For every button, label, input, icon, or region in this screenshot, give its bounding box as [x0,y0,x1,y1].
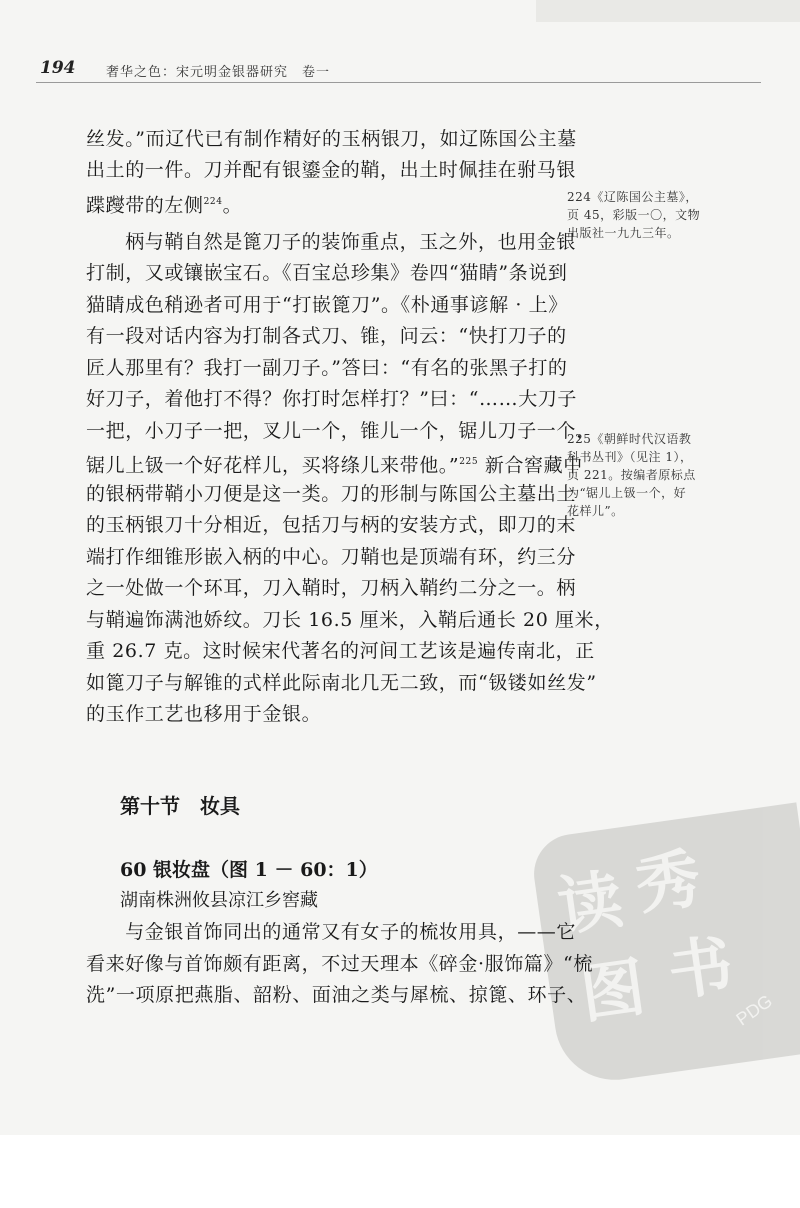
body-line: 端打作细锥形嵌入柄的中心。刀鞘也是顶端有环，约三分 [86,546,577,568]
footnote-225-line: 页 221。按编者原标点 [567,468,696,482]
footnote-ref-224[interactable]: 224 [203,197,223,207]
body-line: 与金银首饰同出的通常又有女子的梳妆用具，——它 [86,921,577,943]
header-rule [36,82,761,83]
footnote-225-line: 科书丛刊》（见注 1）， [567,450,693,464]
body-line: 一把，小刀子一把，叉儿一个，锥儿一个，锯儿刀子一个， [86,420,596,442]
body-line: 与鞘遍饰满池娇纹。刀长 16.5 厘米，入鞘后通长 20 厘米， [86,609,614,631]
body-line: 如篦刀子与解锥的式样此际南北几无二致，而“钑镂如丝发” [86,672,597,694]
body-line: 柄与鞘自然是篦刀子的装饰重点，玉之外，也用金银 [86,231,577,253]
body-line: 匠人那里有？我打一副刀子。”答曰：“有名的张黑子打的 [86,357,568,379]
item-title: 60 银妆盘（图 1 － 60：1） [120,859,378,881]
pdg-watermark: PDG [732,990,776,1030]
body-line: 重 26.7 克。这时候宋代著名的河间工艺该是遍传南北，正 [86,640,595,662]
page-number: 194 [40,58,76,78]
footnote-224-line: 224《辽陈国公主墓》， [567,190,698,204]
running-head: 奢华之色：宋元明金银器研究 卷一 [106,65,331,80]
footnote-224-line: 页 45，彩版一〇，文物 [567,208,701,222]
library-stamp-watermark: 读 秀 图 书 [529,802,800,1087]
footnote-225-line: 为“锯儿上钑一个，好 [567,486,687,500]
body-line: 猫睛成色稍逊者可用于“打嵌篦刀”。《朴通事谚解 · 上》 [86,294,568,316]
body-line: 打制，又或镶嵌宝石。《百宝总珍集》卷四“猫睛”条说到 [86,262,568,284]
body-line: 看来好像与首饰颇有距离，不过天理本《碎金·服饰篇》“梳 [86,953,593,975]
item-location: 湖南株洲攸县凉江乡窖藏 [120,890,318,911]
body-line: 的玉作工艺也移用于金银。 [86,703,322,725]
body-line: 洗”一项原把燕脂、韶粉、面油之类与犀梳、掠篦、环子、 [86,984,587,1006]
footnote-224-line: 出版社一九九三年。 [567,226,680,240]
body-line: 之一处做一个环耳，刀入鞘时，刀柄入鞘约二分之一。柄 [86,577,577,599]
body-line: 出土的一件。刀并配有银鎏金的鞘，出土时佩挂在驸马银 [86,159,577,181]
footnote-225-line: 225《朝鲜时代汉语教 [567,432,692,446]
scan-edge-shade [536,0,800,22]
body-line: 有一段对话内容为打制各式刀、锥，问云：“快打刀子的 [86,325,567,347]
body-line: 的玉柄银刀十分相近，包括刀与柄的安装方式，即刀的末 [86,514,577,536]
body-line: 好刀子，着他打不得？你打时怎样打？”曰：“……大刀子 [86,388,578,410]
section-title: 第十节 妆具 [120,794,240,818]
body-line: 蹀躞带的左侧$^{224}$。 [86,194,243,217]
body-line: 锯儿上钑一个好花样儿，买将绦儿来带他。”$^{225}$ 新合窖藏中 [86,454,583,477]
footnote-ref-225[interactable]: 225 [459,457,479,467]
body-line: 的银柄带鞘小刀便是这一类。刀的形制与陈国公主墓出土 [86,483,577,505]
page-header [40,58,760,82]
footnote-225-line: 花样儿”。 [567,504,624,518]
body-line: 丝发。”而辽代已有制作精好的玉柄银刀，如辽陈国公主墓 [86,128,577,150]
